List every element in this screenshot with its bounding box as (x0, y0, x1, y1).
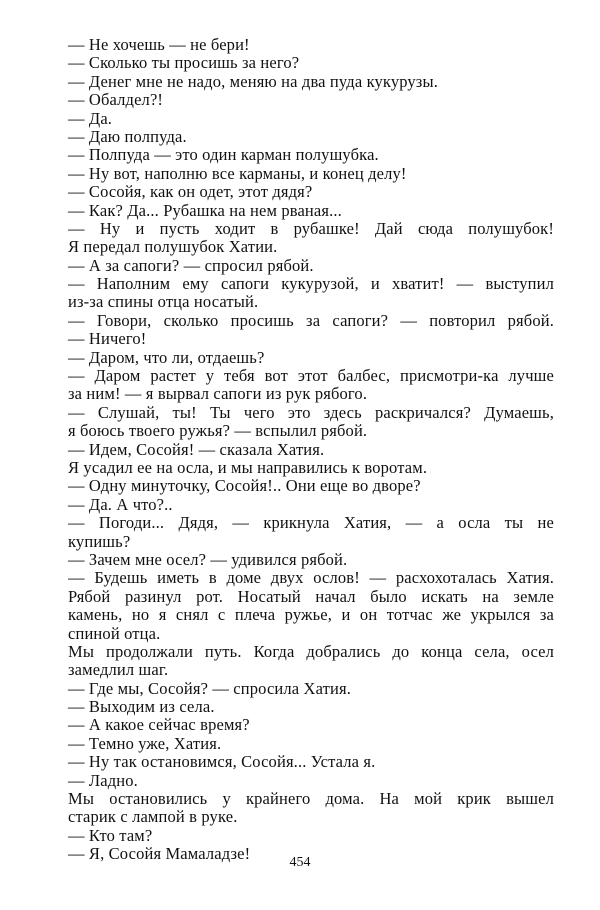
text-line: — А за сапоги? — спросил рябой. (68, 255, 314, 275)
text-line: — Да. (68, 108, 113, 128)
text-line: старик с лампой в руке. (68, 807, 238, 827)
text-line: — Погоди... Дядя, — крикнула Хатия, — а осла ты не (68, 514, 554, 533)
text-line: Рябой разинул рот. Носатый начал было искать на земле (68, 587, 554, 606)
text-line: камень, но я снял с плеча ружье, и он тотчас же укрылся за (68, 606, 554, 625)
text-line: — Кто там? (68, 825, 153, 845)
text-line: — Одну минуточку, Сосойя!.. Они еще во дворе? (68, 476, 421, 496)
text-line: — Не хочешь — не бери! (68, 35, 250, 54)
page-text-block (68, 36, 554, 864)
text-line: — Идем, Сосойя! — сказала Хатия. (68, 439, 325, 459)
text-line: — Да. А что?.. (68, 494, 173, 514)
text-line: — Ладно. (68, 770, 138, 790)
text-line: из-за спины отца носатый. (68, 292, 259, 312)
text-line: спиной отца. (68, 623, 161, 643)
text-line: — Даром, что ли, отдаешь? (68, 347, 265, 367)
text-line: — Сколько ты просишь за него? (68, 53, 300, 73)
text-line: — Денег мне не надо, меняю на два пуда кукурузы. (68, 71, 438, 91)
text-line: я боюсь твоего ружья? — вспылил рябой. (68, 421, 368, 441)
text-line: — Где мы, Сосойя? — спросила Хатия. (68, 678, 351, 698)
text-line: за ним! — я вырвал сапоги из рук рябого. (68, 384, 368, 404)
text-line: Я усадил ее на осла, и мы направились к воротам. (68, 457, 428, 477)
text-line: Я передал полушубок Хатии. (68, 237, 278, 257)
text-line: — Слушай, ты! Ты чего это здесь раскричался? Думаешь, (68, 403, 554, 422)
text-line: Мы остановились у крайнего дома. На мой крик вышел (68, 790, 554, 809)
text-line: — Будешь иметь в доме двух ослов! — расхохоталась Хатия. (68, 569, 554, 588)
text-line: — Обалдел?! (68, 90, 164, 110)
text-line: — Зачем мне осел? — удивился рябой. (68, 549, 348, 569)
text-line: — Ничего! (68, 329, 147, 349)
text-line: — Ну и пусть ходит в рубашке! Дай сюда полушубок! (68, 219, 554, 238)
page-number: 454 (289, 855, 311, 870)
text-line: — Темно уже, Хатия. (68, 733, 222, 753)
text-line: — А какое сейчас время? (68, 715, 250, 735)
text-line: — Я, Сосойя Мамаладзе! (68, 844, 251, 864)
text-line: — Ну так остановимся, Сосойя... Устала я. (68, 752, 376, 772)
text-line: — Сосойя, как он одет, этот дядя? (68, 182, 313, 202)
text-line: — Выходим из села. (68, 697, 215, 717)
text-line: — Говори, сколько просишь за сапоги? — повторил рябой. (68, 311, 554, 330)
text-line: — Даром растет у тебя вот этот балбес, присмотри-ка лучше (68, 367, 554, 386)
text-line: замедлил шаг. (68, 660, 169, 680)
text-line: Мы продолжали путь. Когда добрались до конца села, осел (68, 642, 554, 661)
text-line: — Ну вот, наполню все карманы, и конец делу! (68, 163, 407, 183)
text-line: купишь? (68, 531, 131, 551)
text-line: — Полпуда — это один карман полушубка. (68, 145, 379, 165)
text-line: — Даю полпуда. (68, 126, 187, 146)
text-line: — Как? Да... Рубашка на нем рваная... (68, 200, 342, 220)
text-line: — Наполним ему сапоги кукурузой, и хватит! — выступил (68, 275, 554, 294)
